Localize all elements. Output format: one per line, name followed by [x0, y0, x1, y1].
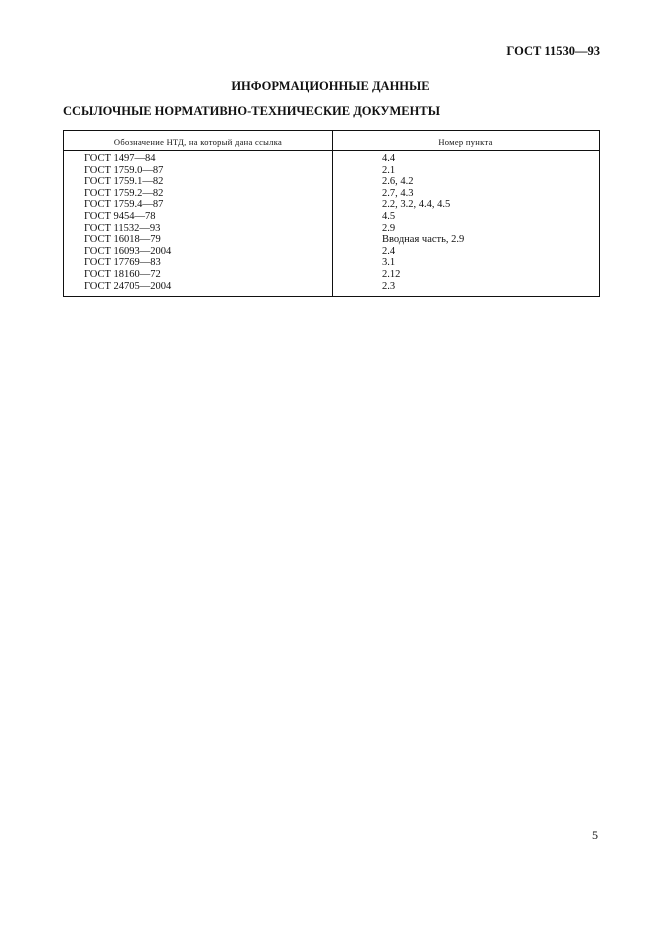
- clause-number: 3.1: [382, 257, 396, 269]
- table-row: [64, 188, 599, 200]
- subsection-title: ССЫЛОЧНЫЕ НОРМАТИВНО-ТЕХНИЧЕСКИЕ ДОКУМЕНТЫ: [63, 104, 440, 118]
- table-row: [64, 234, 599, 246]
- document-designation: ГОСТ 1759.1—82: [84, 176, 164, 188]
- clause-number: 2.12: [382, 268, 401, 280]
- table-row: [64, 269, 599, 281]
- document-designation: ГОСТ 1759.2—82: [84, 187, 164, 199]
- table-row: [64, 281, 599, 293]
- clause-number: 4.5: [382, 210, 396, 222]
- document-designation: ГОСТ 16093—2004: [84, 245, 172, 257]
- table-row: [64, 176, 599, 188]
- table-row: [64, 199, 599, 211]
- table-row: [64, 257, 599, 269]
- clause-number: 2.6, 4.2: [382, 176, 414, 188]
- page-number: 5: [592, 828, 598, 842]
- document-designation: ГОСТ 16018—79: [84, 234, 161, 246]
- clause-number: 2.1: [382, 164, 396, 176]
- document-designation: ГОСТ 1759.0—87: [84, 164, 164, 176]
- section-title: ИНФОРМАЦИОННЫЕ ДАННЫЕ: [231, 79, 430, 93]
- clause-number: 2.4: [382, 245, 396, 257]
- document-designation: ГОСТ 1759.4—87: [84, 199, 164, 211]
- clause-number: 2.3: [382, 280, 396, 292]
- table-header-clause: Номер пункта: [438, 137, 493, 147]
- references-table: [63, 130, 600, 297]
- table-row: [64, 165, 599, 177]
- document-designation: ГОСТ 11532—93: [84, 222, 161, 234]
- table-row: [64, 211, 599, 223]
- document-designation: ГОСТ 24705—2004: [84, 280, 172, 292]
- clause-number: 4.4: [382, 153, 396, 164]
- table-row: [64, 223, 599, 235]
- document-designation: ГОСТ 9454—78: [84, 210, 156, 222]
- table-row: [64, 246, 599, 258]
- clause-number: 2.9: [382, 222, 396, 234]
- table-row: [64, 153, 599, 165]
- document-code: ГОСТ 11530—93: [506, 44, 600, 58]
- document-designation: ГОСТ 18160—72: [84, 268, 161, 280]
- table-header-document: Обозначение НТД, на который дана ссылка: [113, 137, 283, 147]
- clause-number: Вводная часть, 2.9: [382, 234, 465, 246]
- document-designation: ГОСТ 1497—84: [84, 153, 156, 164]
- clause-number: 2.7, 4.3: [382, 187, 414, 199]
- table-body: [64, 153, 599, 292]
- clause-number: 2.2, 3.2, 4.4, 4.5: [382, 199, 451, 211]
- document-designation: ГОСТ 17769—83: [84, 257, 161, 269]
- table-header-rule: [64, 150, 599, 151]
